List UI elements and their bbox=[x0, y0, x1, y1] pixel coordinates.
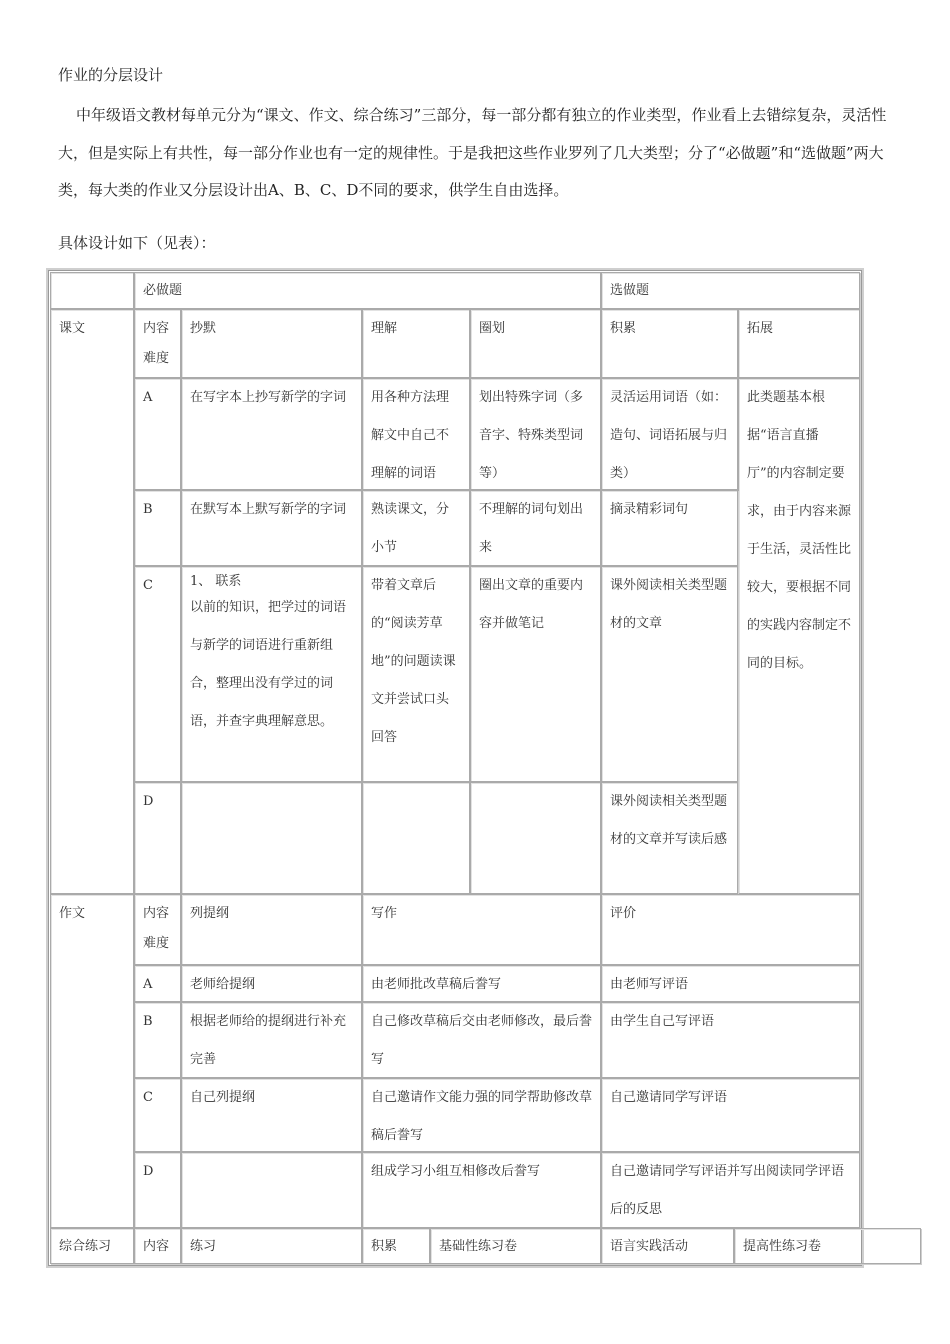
difficulty-label: 难度 bbox=[143, 936, 170, 951]
content-label: 内容 bbox=[143, 906, 170, 921]
zuowen-a-xiezuo: 由老师批改草稿后誊写 bbox=[362, 965, 601, 1002]
zuowen-d-xiezuo: 组成学习小组互相修改后誊写 bbox=[362, 1152, 601, 1228]
zuowen-a-tigang: 老师给提纲 bbox=[181, 965, 362, 1002]
kewen-a-lijie: 用各种方法理解文中自己不理解的词语 bbox=[362, 378, 470, 490]
section-label-kewen: 课文 bbox=[50, 309, 134, 894]
kewen-level-a: A bbox=[134, 378, 181, 490]
kewen-col-chaomo: 抄默 bbox=[181, 309, 362, 378]
kewen-b-jilei: 摘录精彩词句 bbox=[601, 490, 738, 566]
section-label-zonghe: 综合练习 bbox=[50, 1228, 134, 1264]
difficulty-label: 难度 bbox=[143, 351, 170, 366]
kewen-c-jilei: 课外阅读相关类型题材的文章 bbox=[601, 566, 738, 782]
kewen-d-quanhua bbox=[470, 782, 601, 894]
zuowen-level-a: A bbox=[134, 965, 181, 1002]
kewen-level-b: B bbox=[134, 490, 181, 566]
section-label-zuowen: 作文 bbox=[50, 894, 134, 1228]
kewen-b-chaomo: 在默写本上默写新学的字词 bbox=[181, 490, 362, 566]
zuowen-c-pingjia: 自己邀请同学写评语 bbox=[601, 1078, 860, 1152]
document-title: 作业的分层设计 bbox=[58, 66, 164, 84]
zuowen-col-xiezuo: 写作 bbox=[362, 894, 601, 965]
zuowen-b-tigang: 根据老师给的提纲进行补充完善 bbox=[181, 1002, 362, 1078]
content-label: 内容 bbox=[143, 321, 170, 336]
zuowen-col-tigang: 列提纲 bbox=[181, 894, 362, 965]
table-lead-text: 具体设计如下（见表）： bbox=[58, 234, 216, 252]
zuowen-b-pingjia: 由学生自己写评语 bbox=[601, 1002, 860, 1078]
header-blank-cell bbox=[50, 272, 134, 309]
kewen-col-lijie: 理解 bbox=[362, 309, 470, 378]
kewen-b-lijie: 熟读课文，分小节 bbox=[362, 490, 470, 566]
kewen-c-quanhua: 圈出文章的重要内容并做笔记 bbox=[470, 566, 601, 782]
kewen-a-jilei: 灵活运用词语（如：造句、词语拓展与归类） bbox=[601, 378, 738, 490]
kewen-col-quanhua: 圈划 bbox=[470, 309, 601, 378]
header-optional: 选做题 bbox=[601, 272, 860, 309]
kewen-d-lijie bbox=[362, 782, 470, 894]
zuowen-b-xiezuo: 自己修改草稿后交由老师修改，最后誊写 bbox=[362, 1002, 601, 1078]
kewen-col-jilei: 积累 bbox=[601, 309, 738, 378]
zuowen-level-d: D bbox=[134, 1152, 181, 1228]
kewen-d-jilei: 课外阅读相关类型题材的文章并写读后感 bbox=[601, 782, 738, 894]
kewen-level-d: D bbox=[134, 782, 181, 894]
kewen-level-c: C bbox=[134, 566, 181, 782]
zuowen-content-difficulty bbox=[134, 894, 181, 965]
zonghe-col-lianxi: 练习 bbox=[181, 1228, 362, 1264]
zonghe-col-jichu: 基础性练习卷 bbox=[430, 1228, 601, 1264]
zuowen-d-pingjia: 自己邀请同学写评语并写出阅读同学评语后的反思 bbox=[601, 1152, 860, 1228]
kewen-a-chaomo: 在写字本上抄写新学的字词 bbox=[181, 378, 362, 490]
kewen-b-quanhua: 不理解的词句划出来 bbox=[470, 490, 601, 566]
zuowen-d-tigang bbox=[181, 1152, 362, 1228]
kewen-col-tuozhan: 拓展 bbox=[738, 309, 860, 378]
kewen-c-chaomo-line1: 1、 联系 bbox=[190, 574, 242, 589]
kewen-a-quanhua: 划出特殊字词（多音字、特殊类型词等） bbox=[470, 378, 601, 490]
zonghe-col-jilei: 积累 bbox=[362, 1228, 430, 1264]
kewen-c-lijie: 带着文章后的“阅读芳草地”的问题读课文并尝试口头回答 bbox=[362, 566, 470, 782]
header-required: 必做题 bbox=[134, 272, 601, 309]
zuowen-c-tigang: 自己列提纲 bbox=[181, 1078, 362, 1152]
kewen-d-chaomo bbox=[181, 782, 362, 894]
intro-paragraph: 中年级语文教材每单元分为“课文、作文、综合练习”三部分，每一部分都有独立的作业类型，作业看上去错综复杂，灵活性大，但是实际上有共性，每一部分作业也有一定的规律性。于是我把这些作业罗列了几大类型；分了“必做题”和“选做题”两大类，每大类的作业又分层设计出A、B、C、D不同的要求，供学生自由选择。 bbox=[58, 106, 887, 199]
kewen-c-chaomo-body: 以前的知识，把学过的词语与新学的词语进行重新组合，整理出没有学过的词语，并查字典理解意思。 bbox=[190, 600, 347, 729]
zuowen-level-c: C bbox=[134, 1078, 181, 1152]
zuowen-col-pingjia: 评价 bbox=[601, 894, 860, 965]
zuowen-c-xiezuo: 自己邀请作文能力强的同学帮助修改草稿后誊写 bbox=[362, 1078, 601, 1152]
kewen-tuozhan-text: 此类题基本根据“语言直播厅”的内容制定要求，由于内容来源于生活，灵活性比较大，要根据不同的实践内容制定不同的目标。 bbox=[738, 378, 860, 894]
zuowen-level-b: B bbox=[134, 1002, 181, 1078]
zuowen-a-pingjia: 由老师写评语 bbox=[601, 965, 860, 1002]
kewen-content-difficulty bbox=[134, 309, 181, 378]
zonghe-col-tigao: 提高性练习卷 bbox=[734, 1228, 921, 1264]
zonghe-content-label: 内容 bbox=[134, 1228, 181, 1264]
zonghe-col-shijian: 语言实践活动 bbox=[601, 1228, 734, 1264]
kewen-c-chaomo bbox=[181, 566, 362, 782]
